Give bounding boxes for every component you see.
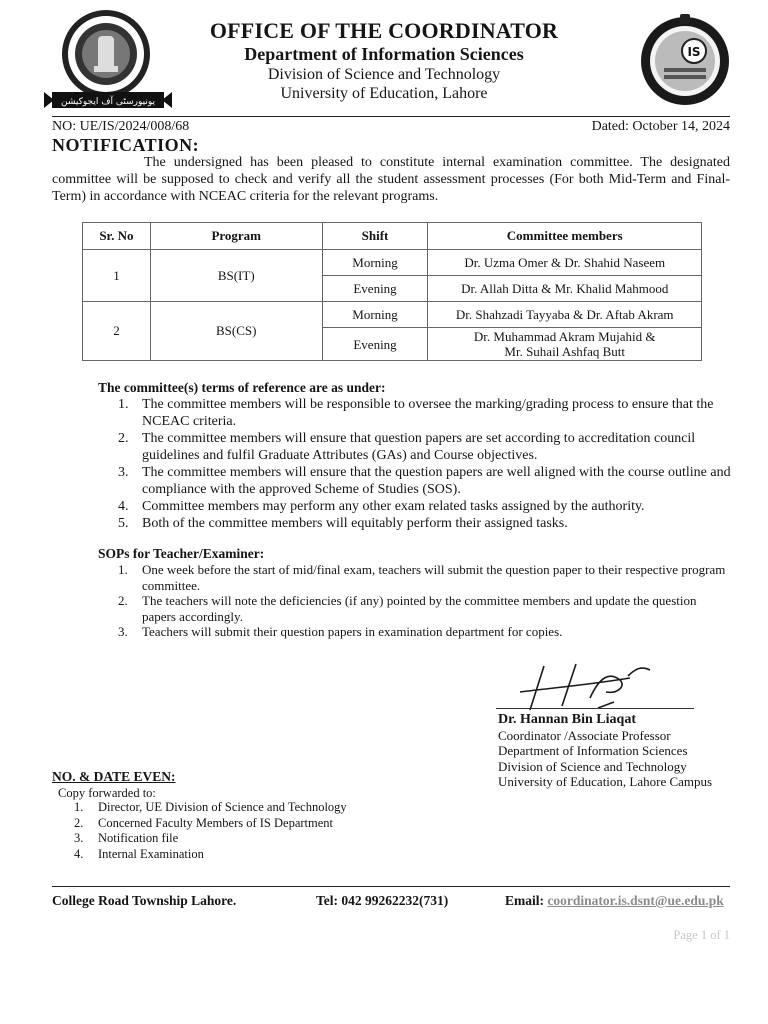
col-header-shift: Shift [322,223,428,250]
list-item: 3. Notification file [74,831,179,845]
sr-cell: 2 [83,302,151,361]
list-item: 4. Internal Examination [74,846,204,861]
department-name: Department of Information Sciences [244,44,524,64]
list-item: 1. One week before the start of mid/final exam, teachers will submit the question paper to their respective program committee. [118,562,726,593]
footer-email [505,893,724,909]
copy-heading: NO. & DATE EVEN: [52,769,176,784]
signatory-line: University of Education, Lahore Campus [498,774,713,789]
list-item: 3. The committee members will ensure that the question papers are well aligned with the course outline and compliance with the approved Scheme of Studies (SOS). [118,465,731,497]
signature [510,658,660,714]
copy-list [58,800,418,862]
logo-banner-text: یونیورسٹی آف ایجوکیشن [60,97,156,107]
notification-body: The undersigned has been pleased to constitute internal examination committee. The designated committee will be supposed to check and verify all the student assessment processes (For both Mid-Term and Final-Term) in accordance with NCEAC criteria for the relevant programs. [52,155,730,204]
footer-rule [52,886,730,887]
col-header-sr: Sr. No [83,223,151,250]
list-item: 5. Both of the committee members will equitably perform their assigned tasks. [118,516,568,531]
terms-heading: The committee(s) terms of reference are as under: [98,380,386,395]
members-cell: Dr. Shahzadi Tayyaba & Dr. Aftab Akram [428,302,702,328]
sr-cell: 1 [83,250,151,302]
program-cell: BS(IT) [150,250,322,302]
table-row [83,250,702,276]
list-item: 2. The teachers will note the deficiencies (if any) pointed by the committee members and update the question papers accordingly. [118,593,697,624]
signatory-line: Department of Information Sciences [498,743,688,758]
signatory-name: Dr. Hannan Bin Liaqat [498,712,636,727]
program-cell: BS(CS) [150,302,322,361]
signatory-block [498,712,712,790]
members-line-1: Dr. Muhammad Akram Mujahid & [473,329,656,344]
shift-cell: Evening [322,328,428,361]
list-item: 2. Concerned Faculty Members of IS Department [74,815,334,830]
shift-cell: Morning [322,250,428,276]
members-line-2: Mr. Suhail Ashfaq Butt [504,344,626,359]
list-item: 4. Committee members may perform any other exam related tasks assigned by the authority. [118,499,645,514]
table-row [83,302,702,328]
members-cell: Dr. Uzma Omer & Dr. Shahid Naseem [428,250,702,276]
col-header-program: Program [150,223,322,250]
email-label: Email: [505,893,548,908]
signature-line [496,708,694,709]
list-item: 1. Director, UE Division of Science and Technology [74,800,347,814]
copy-forwarded-label: Copy forwarded to: [58,786,156,800]
sops-heading: SOPs for Teacher/Examiner: [98,546,265,561]
col-header-members: Committee members [428,223,702,250]
page-number: Page 1 of 1 [673,928,730,942]
shift-cell: Morning [322,302,428,328]
footer-tel: Tel: 042 99262232(731) [316,893,449,908]
notification-date: Dated: October 14, 2024 [591,119,730,134]
signatory-line: Division of Science and Technology [498,758,687,774]
sops-list [98,562,732,640]
list-item: 3. Teachers will submit their question papers in examination department for copies. [118,624,563,639]
terms-list [98,396,732,532]
list-item: 1. The committee members will be responsible to oversee the marking/grading process to ensure that the NCEAC criteria. [118,397,714,429]
university-name: University of Education, Lahore [280,85,488,102]
division-name: Division of Science and Technology [267,66,501,83]
committee-table [82,222,702,361]
members-cell [428,328,702,361]
signatory-line: Coordinator /Associate Professor [498,727,671,743]
list-item: 2. The committee members will ensure that question papers are set according to accreditation council guidelines and fulfil Graduate Attributes (GAs) and Course objectives. [118,431,696,463]
table-header-row [83,223,702,250]
shift-cell: Evening [322,276,428,302]
office-title: OFFICE OF THE COORDINATOR [209,18,559,43]
reference-number: NO: UE/IS/2024/008/68 [52,119,190,134]
members-cell: Dr. Allah Ditta & Mr. Khalid Mahmood [428,276,702,302]
footer-address: College Road Township Lahore. [52,893,237,908]
notification-heading: NOTIFICATION: [52,135,200,155]
header-rule [52,116,730,117]
logo-is-text: IS [687,45,701,59]
email-link[interactable]: coordinator.is.dsnt@ue.edu.pk [547,893,724,908]
